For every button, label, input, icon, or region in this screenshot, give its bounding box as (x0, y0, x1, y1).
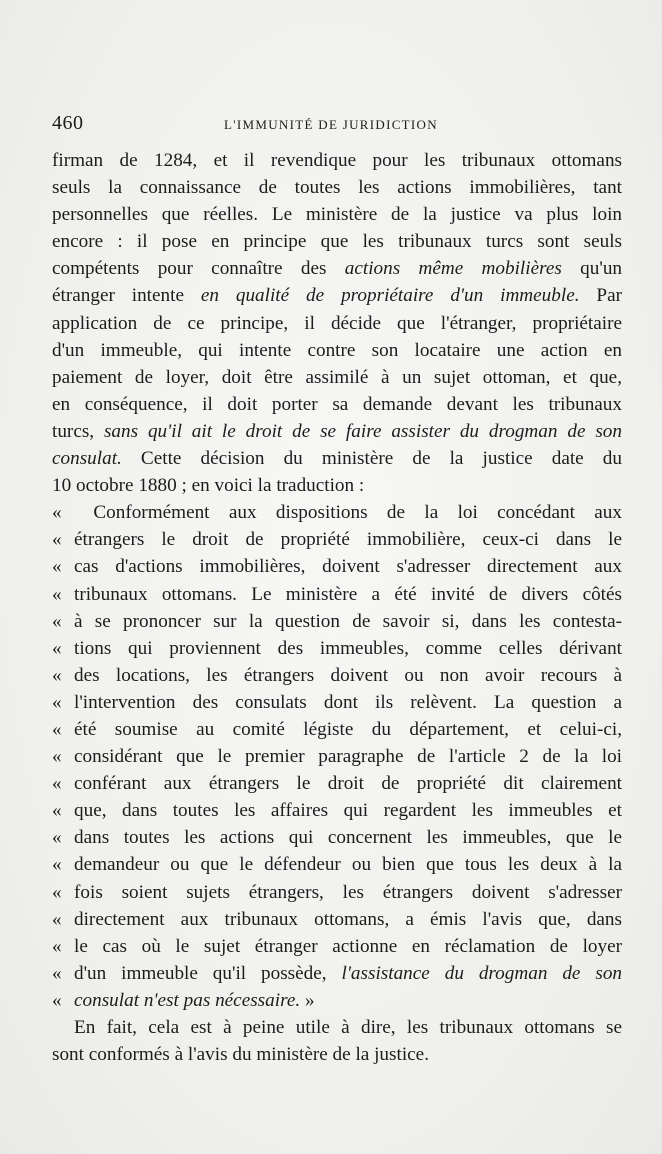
text-segment: application de ce principe, il décide que l'étranger, propriétaire (52, 312, 622, 334)
text-segment: encore : il pose en principe que les tribunaux turcs sont seuls (52, 231, 622, 253)
text-segment: qu'un (561, 258, 623, 280)
quoted-text-line (52, 960, 622, 987)
text-line (52, 418, 622, 445)
text-line (52, 391, 622, 418)
page-header (52, 112, 622, 140)
quote-mark: « (52, 529, 62, 551)
text-line (52, 472, 622, 499)
italic-text: en qualité de propriétaire d'un immeuble. (200, 285, 580, 307)
text-segment: des locations, les étrangers doivent ou non avoir recours à (74, 664, 622, 686)
text-segment: cas d'actions immobilières, doivent s'adresser directement aux (74, 556, 622, 578)
italic-text: l'assistance du drogman de son (341, 962, 623, 984)
text-segment: » (300, 989, 315, 1011)
text-segment: En fait, cela est à peine utile à dire, les tribunaux ottomans se (74, 1017, 622, 1038)
quote-mark: « (52, 610, 62, 632)
text-segment: d'un immeuble qu'il possède, (74, 962, 342, 984)
text-segment: à se prononcer sur la question de savoir si, dans les contesta- (74, 610, 622, 632)
quote-mark: « (52, 935, 62, 957)
text-segment: conférant aux étrangers le droit de propriété dit clairement (74, 773, 622, 795)
quoted-text-line (52, 933, 622, 960)
quote-mark: « (52, 746, 62, 768)
page-number: 460 (52, 112, 84, 134)
quote-mark: « (52, 989, 62, 1011)
text-segment: que, dans toutes les affaires qui regardent les immeubles et (74, 800, 622, 822)
italic-text: consulat n'est pas nécessaire. (74, 989, 301, 1011)
quote-mark: « (52, 691, 62, 713)
quoted-text-line (52, 581, 622, 608)
text-segment: demandeur ou que le défendeur ou bien que tous les deux à la (74, 854, 622, 876)
text-segment: 10 octobre 1880 ; en voici la traduction : (52, 475, 365, 497)
text-segment: fois soient sujets étrangers, les étrangers doivent s'adresser (74, 881, 622, 903)
quoted-text-line (52, 608, 622, 635)
quote-mark: « (52, 800, 62, 822)
text-segment: seuls la connaissance de toutes les actions immobilières, tant (52, 177, 622, 199)
text-line (52, 201, 622, 228)
text-line (52, 337, 622, 364)
quoted-text-line (52, 635, 622, 662)
text-segment: l'intervention des consulats dont ils relèvent. La question a (74, 691, 622, 713)
text-line (52, 255, 622, 282)
body-text (52, 147, 622, 1068)
text-line (52, 1014, 622, 1041)
quote-mark: « (52, 881, 62, 903)
text-segment: le cas où le sujet étranger actionne en réclamation de loyer (74, 935, 622, 957)
quote-mark: « (52, 773, 62, 795)
quote-mark: « (52, 556, 62, 578)
italic-text: actions même mobilières (344, 258, 562, 280)
text-line (52, 282, 622, 309)
text-segment: tribunaux ottomans. Le ministère a été invité de divers côtés (74, 583, 622, 605)
text-segment: compétents pour connaître des (52, 258, 345, 280)
text-segment: firman de 1284, et il revendique pour les tribunaux ottomans (52, 150, 622, 171)
quote-mark: « (52, 637, 62, 659)
quoted-text-line (52, 851, 622, 878)
text-segment: turcs, (52, 420, 104, 442)
text-line (52, 147, 622, 174)
quoted-text-line (52, 743, 622, 770)
quoted-text-line (52, 879, 622, 906)
quoted-text-line (52, 662, 622, 689)
text-line (52, 310, 622, 337)
quote-mark: « (52, 827, 62, 849)
text-segment: étranger intente (52, 285, 201, 307)
text-segment: en conséquence, il doit porter sa demande devant les tribunaux (52, 393, 622, 415)
text-segment: paiement de loyer, doit être assimilé à un sujet ottoman, et que, (52, 366, 622, 388)
running-head: L'IMMUNITÉ DE JURIDICTION (224, 117, 438, 132)
text-segment: directement aux tribunaux ottomans, a émis l'avis que, dans (74, 908, 622, 930)
quoted-text-line (52, 770, 622, 797)
quoted-text-line (52, 824, 622, 851)
quote-mark: « (52, 854, 62, 876)
text-line (52, 445, 622, 472)
quote-mark: « (52, 718, 62, 740)
text-segment: sont conformés à l'avis du ministère de la justice. (52, 1044, 429, 1066)
text-line (52, 174, 622, 201)
italic-text: sans qu'il ait le droit de se faire assister du drogman de son (103, 420, 622, 442)
text-segment: Cette décision du ministère de la justice date du (121, 448, 622, 470)
text-segment: d'un immeuble, qui intente contre son locataire une action en (52, 339, 622, 361)
text-segment: tions qui proviennent des immeubles, comme celles dérivant (74, 637, 622, 659)
italic-text: consulat. (52, 448, 122, 470)
quoted-text-line (52, 689, 622, 716)
text-segment: étrangers le droit de propriété immobilière, ceux-ci dans le (74, 529, 622, 551)
quote-mark: « (52, 908, 62, 930)
quote-mark: « (52, 962, 62, 984)
quoted-text-line (52, 526, 622, 553)
quote-mark: « (52, 664, 62, 686)
text-segment: Conformément aux dispositions de la loi concédant aux (74, 502, 622, 524)
text-segment: été soumise au comité légiste du département, et celui-ci, (74, 718, 622, 740)
text-segment: dans toutes les actions qui concernent les immeubles, que le (74, 827, 622, 849)
quoted-text-line (52, 906, 622, 933)
quoted-text-line (52, 499, 622, 526)
text-line (52, 228, 622, 255)
quoted-text-line (52, 716, 622, 743)
quoted-text-line (52, 553, 622, 580)
quoted-text-line (52, 987, 622, 1014)
text-segment: considérant que le premier paragraphe de l'article 2 de la loi (74, 746, 622, 768)
quoted-text-line (52, 797, 622, 824)
text-segment: Par (579, 285, 622, 307)
quote-mark: « (52, 502, 62, 524)
text-segment: personnelles que réelles. Le ministère de la justice va plus loin (52, 204, 622, 226)
text-line (52, 364, 622, 391)
text-line (52, 1041, 622, 1068)
quote-mark: « (52, 583, 62, 605)
